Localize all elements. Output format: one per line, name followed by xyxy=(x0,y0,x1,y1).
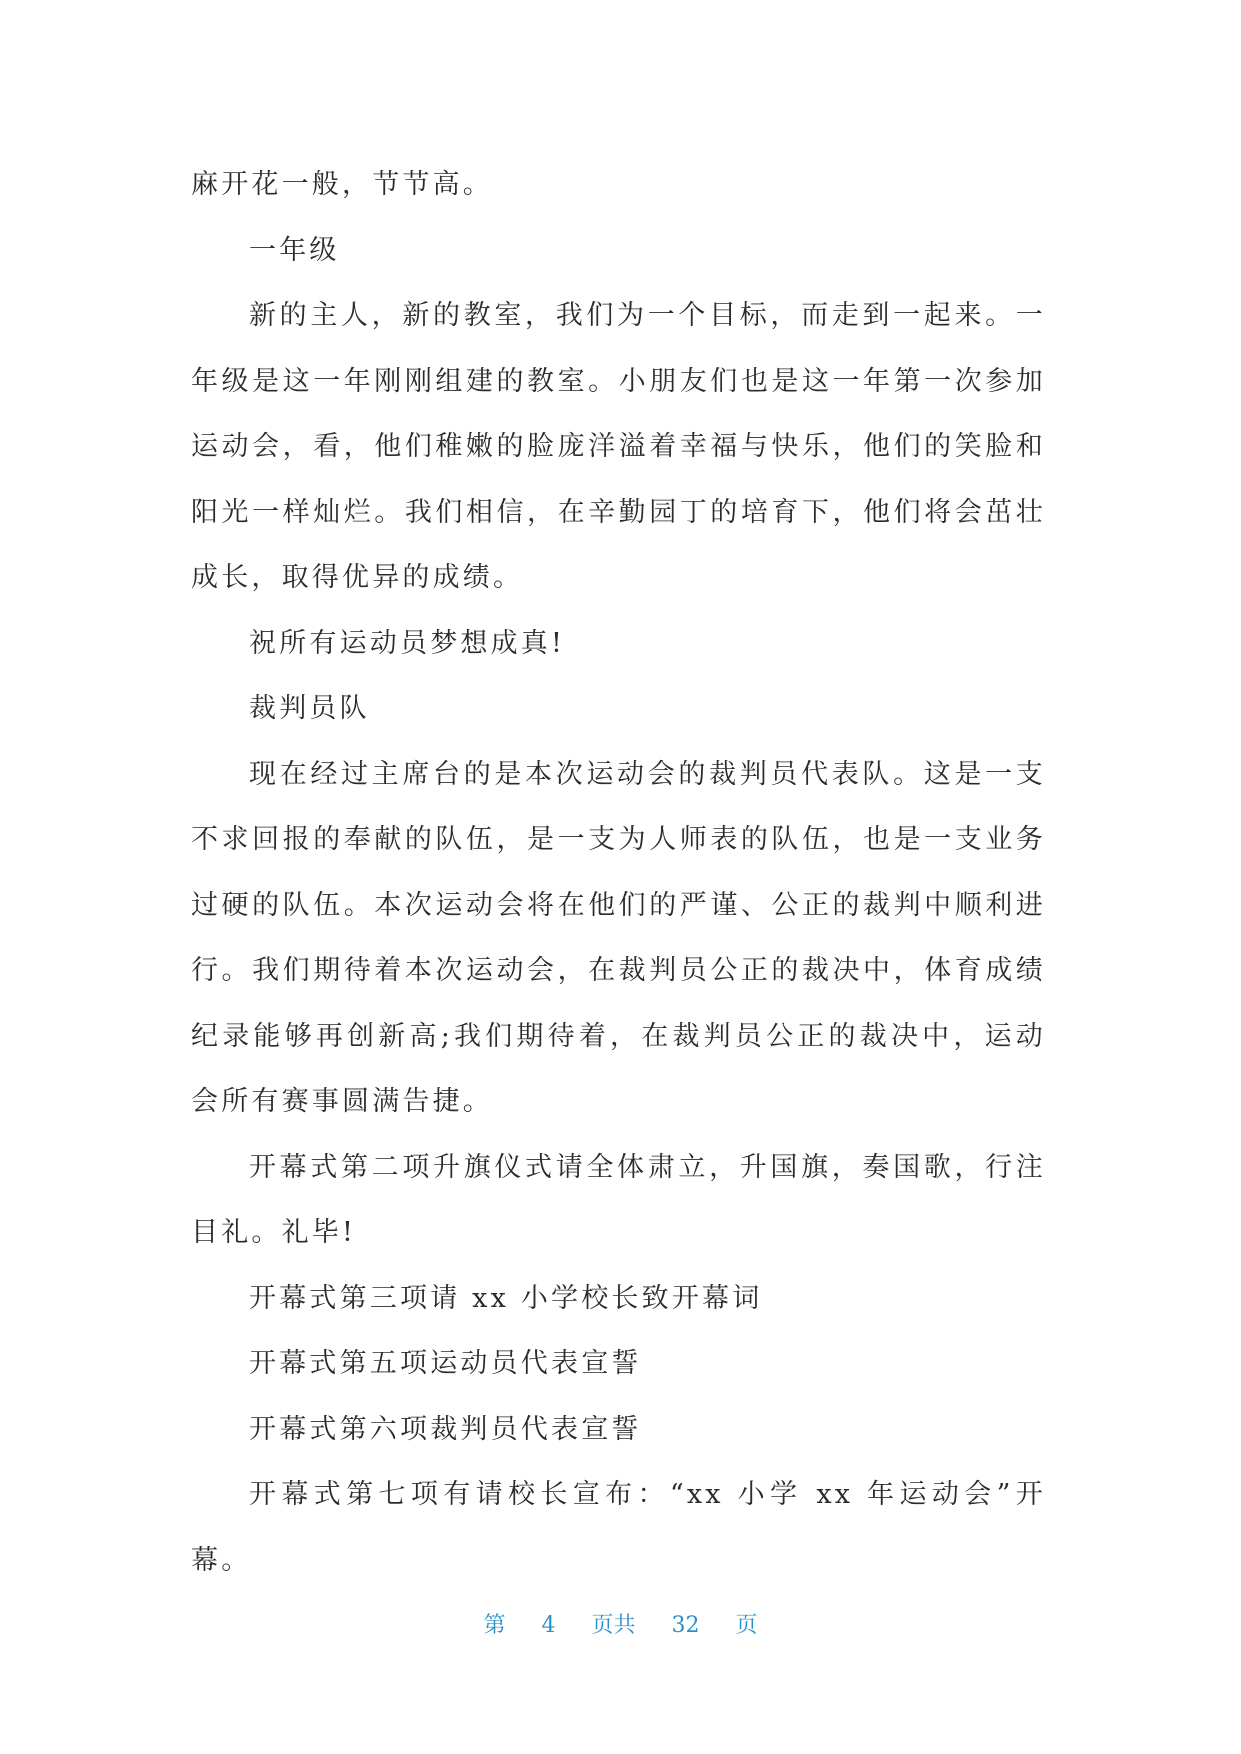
current-page-number: 4 xyxy=(541,1613,556,1638)
page-number-footer xyxy=(0,1608,1241,1639)
paragraph: 开幕式第二项升旗仪式请全体肃立，升国旗，奏国歌，行注目礼。礼毕! xyxy=(191,1151,1046,1248)
document-body xyxy=(191,152,1046,1593)
paragraph: 祝所有运动员梦想成真! xyxy=(249,627,566,659)
total-pages-number: 32 xyxy=(671,1613,700,1638)
paragraph: 开幕式第五项运动员代表宣誓 xyxy=(249,1348,642,1379)
paragraph: 现在经过主席台的是本次运动会的裁判员代表队。这是一支不求回报的奉献的队伍，是一支为人师表的队伍，也是一支业务过硬的队伍。本次运动会将在他们的严谨、公正的裁判中顺利进行。我们期待着本次运动会，在裁判员公正的裁决中，体育成绩纪录能够再创新高;我们期待着，在裁判员公正的裁决中，运动会所有赛事圆满告捷。 xyxy=(191,758,1046,1117)
section-heading-referees: 裁判员队 xyxy=(249,693,370,724)
footer-middle: 页共 xyxy=(591,1613,636,1638)
paragraph: 麻开花一般，节节高。 xyxy=(191,169,493,200)
paragraph: 新的主人，新的教室，我们为一个目标，而走到一起来。一年级是这一年刚刚组建的教室。小朋友们也是这一年第一次参加运动会，看，他们稚嫩的脸庞洋溢着幸福与快乐，他们的笑脸和阳光一样灿烂。我们相信，在辛勤园丁的培育下，他们将会茁壮成长，取得优异的成绩。 xyxy=(191,300,1046,593)
footer-suffix: 页 xyxy=(735,1613,758,1638)
footer-prefix: 第 xyxy=(483,1613,506,1638)
paragraph: 开幕式第六项裁判员代表宣誓 xyxy=(249,1413,642,1445)
section-heading-grade-one: 一年级 xyxy=(249,234,340,266)
paragraph: 开幕式第七项有请校长宣布：“xx 小学 xx 年运动会”开幕。 xyxy=(191,1479,1046,1576)
paragraph: 开幕式第三项请 xx 小学校长致开幕词 xyxy=(249,1282,763,1314)
